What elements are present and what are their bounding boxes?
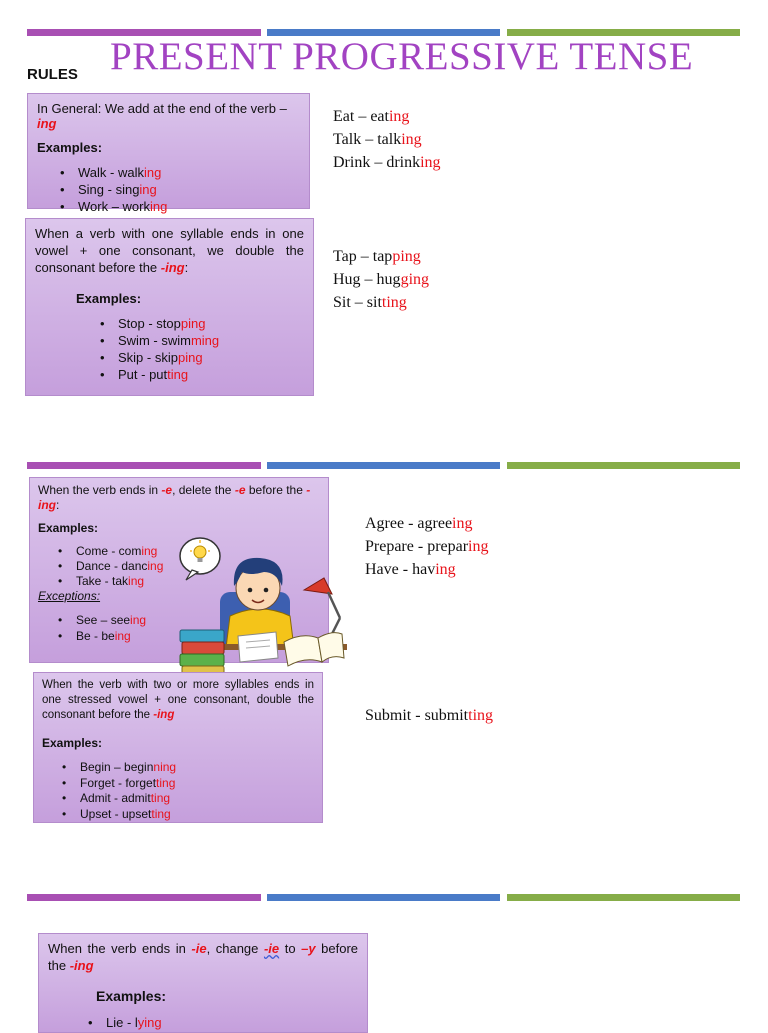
rule-box-general <box>27 93 310 214</box>
list-item: Talk – talking <box>333 131 422 148</box>
list-item: • Admit - admitting <box>80 791 314 807</box>
list-item: Drink – drinking <box>333 154 441 171</box>
list-item: • Work – working <box>78 198 300 215</box>
examples-label: Examples: <box>42 736 103 750</box>
list-item: • Take - taking <box>76 574 320 589</box>
rule-text: When the verb ends in -ie, change -ie to –y before the -ing <box>48 941 359 973</box>
list-item: • Put - putting <box>118 366 304 383</box>
list-item: Have - having <box>365 561 456 578</box>
list-item: • Dance - dancing <box>76 559 320 574</box>
divider-blue-3 <box>267 894 500 901</box>
desk-lamp-icon <box>304 578 340 638</box>
list-item: Eat – eating <box>333 108 410 125</box>
examples-list <box>78 164 300 215</box>
list-item: Sit – sitting <box>333 294 407 311</box>
divider-green-2 <box>507 462 740 469</box>
list-item: Hug – hugging <box>333 271 430 288</box>
list-item: Submit - submitting <box>365 707 494 724</box>
examples-right-3 <box>365 512 489 581</box>
list-item: • Upset - upsetting <box>80 807 314 823</box>
list-item: • Forget - forgetting <box>80 776 314 792</box>
examples-list <box>106 1014 358 1031</box>
rules-heading: RULES <box>27 66 78 83</box>
examples-list <box>80 760 314 822</box>
list-item: • Swim - swimming <box>118 332 304 349</box>
rule-box-ends-in-ie <box>38 933 368 1033</box>
rule-box-two-syllables <box>33 672 323 823</box>
examples-right-1 <box>333 105 441 174</box>
examples-label: Examples: <box>96 988 167 1004</box>
rule-text: When the verb ends in -e, delete the -e before the -ing: <box>38 483 311 512</box>
divider-green-3 <box>507 894 740 901</box>
examples-label: Examples: <box>37 140 103 155</box>
books-stack-icon <box>180 630 224 675</box>
list-item: • Walk - walking <box>78 164 300 181</box>
examples-list <box>118 315 304 383</box>
list-item: • Begin – beginning <box>80 760 314 776</box>
list-item: Agree - agreeing <box>365 515 473 532</box>
list-item: • See – seeing <box>76 612 320 628</box>
list-item: • Be - being <box>76 628 320 644</box>
examples-right-4 <box>365 704 493 727</box>
list-item: • Sing - singing <box>78 181 300 198</box>
rule-text: When the verb with two or more syllables ends in one stressed vowel + one consonant, double the consonant before the -ing <box>42 679 314 721</box>
open-book-icon <box>284 633 344 666</box>
list-item: Tap – tapping <box>333 248 421 265</box>
list-item: • Skip - skipping <box>118 349 304 366</box>
rule-text: When a verb with one syllable ends in one vowel + one consonant, we double the consonant before the -ing: <box>35 226 304 275</box>
list-item: • Come - coming <box>76 544 320 559</box>
boy-studying-illustration <box>172 530 347 676</box>
exceptions-label: Exceptions: <box>38 589 101 603</box>
list-item: Prepare - preparing <box>365 538 489 555</box>
examples-label: Examples: <box>76 291 142 306</box>
rule-text: In General: We add at the end of the verb –ing <box>37 101 287 131</box>
page-title: PRESENT PROGRESSIVE TENSE <box>110 35 694 78</box>
examples-right-2 <box>333 245 429 314</box>
divider-purple-3 <box>27 894 261 901</box>
list-item: • Lie - lying <box>106 1014 358 1031</box>
list-item: • Stop - stopping <box>118 315 304 332</box>
divider-blue-2 <box>267 462 500 469</box>
examples-label: Examples: <box>38 521 99 535</box>
rule-box-one-syllable <box>25 218 314 396</box>
divider-purple-2 <box>27 462 261 469</box>
